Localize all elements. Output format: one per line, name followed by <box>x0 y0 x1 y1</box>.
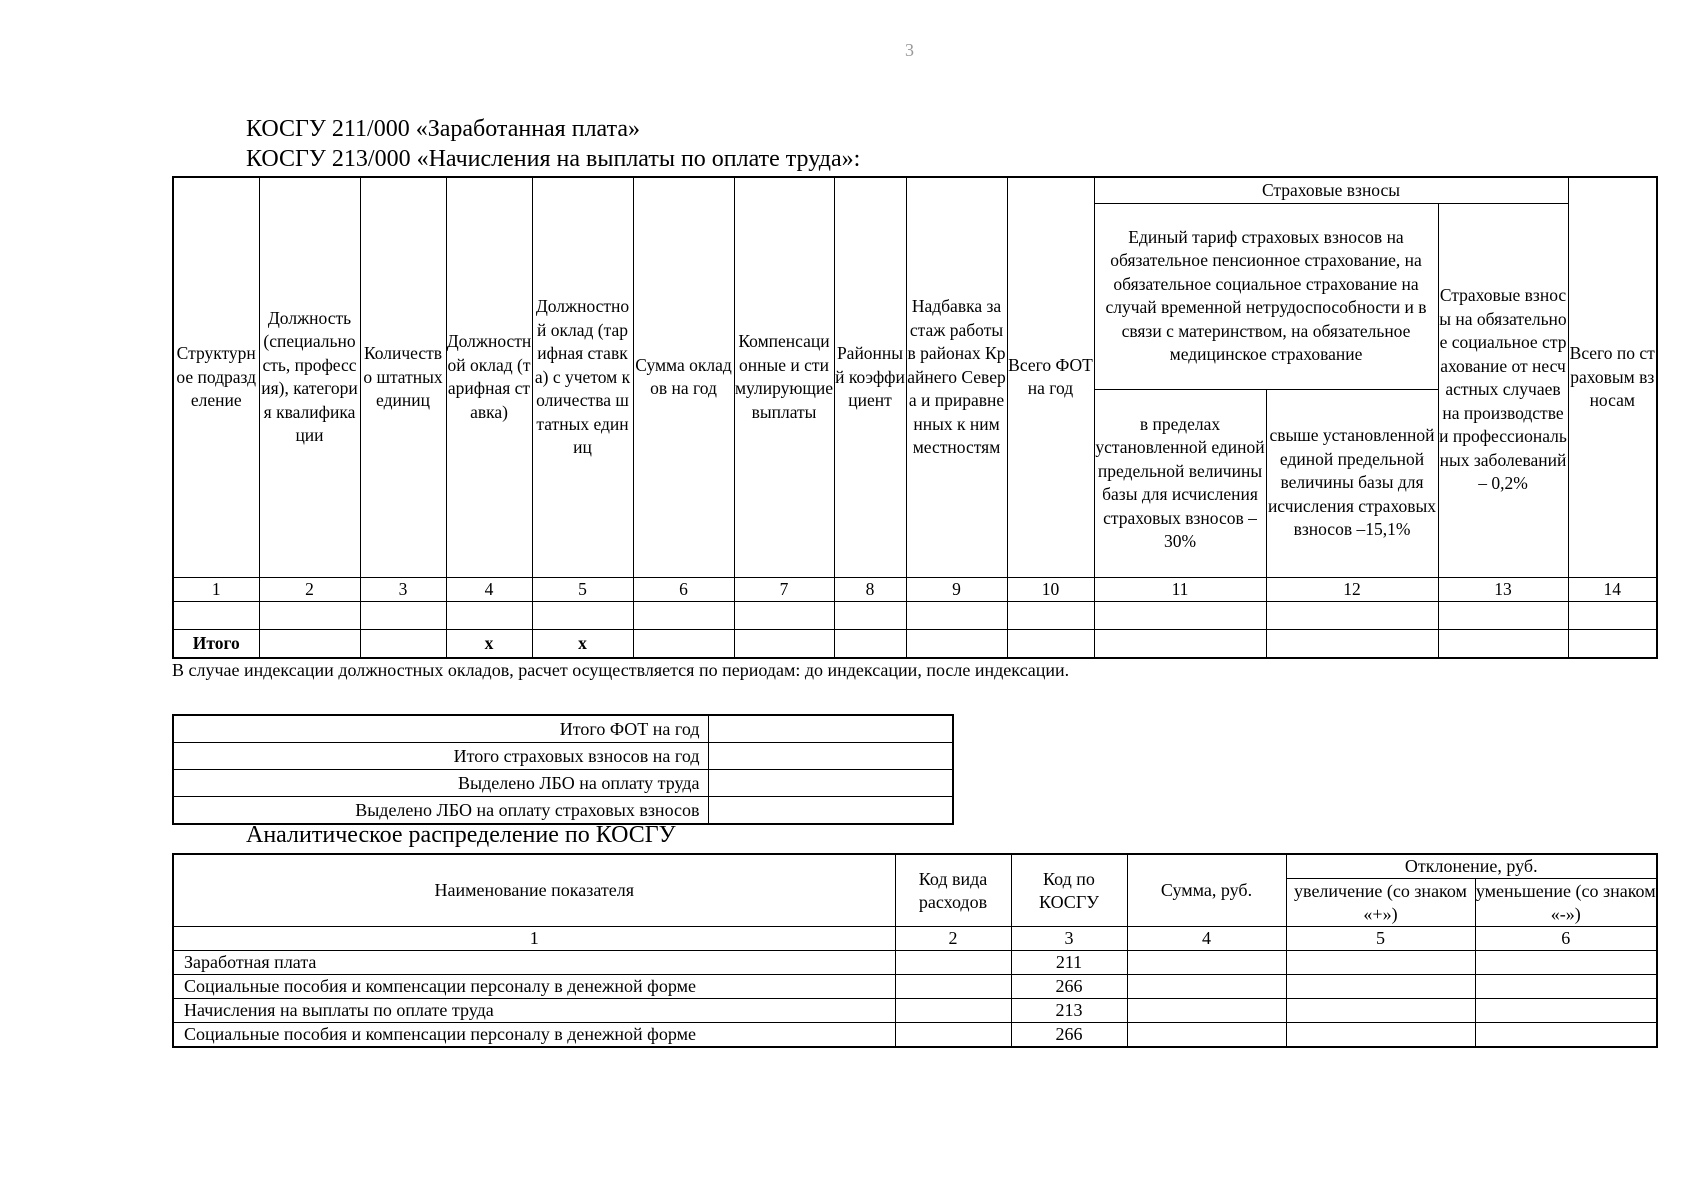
column-number: 3 <box>360 577 446 602</box>
kosgu-211-title: КОСГУ 211/000 «Заработанная плата» <box>246 116 641 142</box>
table-row <box>173 999 1657 1023</box>
header-position: Должность (специальность, профессия), категория квалификации <box>259 177 360 577</box>
header-salary-by-staff: Должностной оклад (тарифная ставка) с учетом количества штатных единиц <box>532 177 633 577</box>
column-number: 14 <box>1568 577 1657 602</box>
summary-row <box>173 743 953 770</box>
indicator-name: Начисления на выплаты по оплате труда <box>173 999 895 1023</box>
column-number-row <box>173 927 1657 951</box>
total-mark-salary-by-staff: х <box>532 630 633 659</box>
header-sum: Сумма, руб. <box>1127 854 1286 927</box>
column-number: 5 <box>1286 927 1475 951</box>
table-cell <box>1007 630 1094 659</box>
page-number: 3 <box>905 40 914 60</box>
header-total-insurance: Всего по страховым взносам <box>1568 177 1657 577</box>
table-cell <box>1127 1023 1286 1048</box>
column-number: 8 <box>834 577 906 602</box>
table-cell <box>1127 999 1286 1023</box>
header-above-limit: свыше установленной единой предельной величины базы для исчисления страховых взносов –15,1% <box>1266 389 1438 577</box>
column-number: 1 <box>173 927 895 951</box>
table-cell <box>1286 951 1475 975</box>
table-cell <box>1286 1023 1475 1048</box>
table-cell <box>259 602 360 630</box>
column-number-row <box>173 577 1657 602</box>
summary-value <box>708 797 953 825</box>
table-cell <box>1475 951 1657 975</box>
column-number: 12 <box>1266 577 1438 602</box>
summary-value <box>708 743 953 770</box>
table-cell <box>1286 975 1475 999</box>
column-number: 5 <box>532 577 633 602</box>
table-cell <box>1094 630 1266 659</box>
table-row <box>173 1023 1657 1048</box>
table-cell <box>1438 630 1568 659</box>
header-increase: увеличение (со знаком «+») <box>1286 879 1475 927</box>
header-annual-salary-sum: Сумма окладов на год <box>633 177 734 577</box>
summary-label: Итого страховых взносов на год <box>173 743 708 770</box>
header-north-allowance: Надбавка за стаж работы в районах Крайнего Севера и приравненных к ним местностям <box>906 177 1007 577</box>
column-number: 2 <box>895 927 1011 951</box>
column-number: 13 <box>1438 577 1568 602</box>
table-cell <box>1475 999 1657 1023</box>
header-salary: Должностной оклад (тарифная ставка) <box>446 177 532 577</box>
table-cell <box>633 630 734 659</box>
kosgu-table <box>172 853 1658 1048</box>
table-row <box>173 602 1657 630</box>
header-indicator-name: Наименование показателя <box>173 854 895 927</box>
table-cell <box>1266 602 1438 630</box>
table-cell <box>1568 602 1657 630</box>
table-cell <box>895 951 1011 975</box>
indicator-name: Социальные пособия и компенсации персоналу в денежной форме <box>173 1023 895 1048</box>
table-cell <box>532 602 633 630</box>
header-within-limit: в пределах установленной единой предельной величины базы для исчисления страховых взносов – 30% <box>1094 389 1266 577</box>
table-cell <box>360 630 446 659</box>
header-regional-coefficient: Районный коэффициент <box>834 177 906 577</box>
table-cell <box>895 1023 1011 1048</box>
table-cell <box>1475 1023 1657 1048</box>
summary-label: Выделено ЛБО на оплату страховых взносов <box>173 797 708 825</box>
table-cell <box>834 630 906 659</box>
table-cell <box>360 602 446 630</box>
table-cell <box>1475 975 1657 999</box>
kosgu-code: 266 <box>1011 975 1127 999</box>
table-cell <box>173 602 259 630</box>
table-row <box>173 975 1657 999</box>
table-cell <box>1266 630 1438 659</box>
indicator-name: Заработная плата <box>173 951 895 975</box>
header-unified-tariff: Единый тариф страховых взносов на обязательное пенсионное страхование, на обязательное социальное страхование на случай временной нетрудоспособности и в связи с материнством, на обязательное медицинское страхование <box>1094 203 1438 389</box>
header-expense-code: Код вида расходов <box>895 854 1011 927</box>
summary-row <box>173 797 953 825</box>
table-cell <box>906 602 1007 630</box>
column-number: 6 <box>633 577 734 602</box>
indexation-note: В случае индексации должностных окладов, расчет осуществляется по периодам: до индексации, после индексации. <box>172 660 1070 680</box>
table-cell <box>895 975 1011 999</box>
column-number: 4 <box>446 577 532 602</box>
table-row <box>173 951 1657 975</box>
column-number: 3 <box>1011 927 1127 951</box>
total-mark-salary: х <box>446 630 532 659</box>
table-cell <box>446 602 532 630</box>
column-number: 6 <box>1475 927 1657 951</box>
table-cell <box>633 602 734 630</box>
column-number: 4 <box>1127 927 1286 951</box>
table-cell <box>1127 975 1286 999</box>
summary-label: Выделено ЛБО на оплату труда <box>173 770 708 797</box>
analytic-title: Аналитическое распределение по КОСГУ <box>246 822 676 848</box>
kosgu-code: 211 <box>1011 951 1127 975</box>
header-accident-insurance: Страховые взносы на обязательное социальное страхование от несчастных случаев на производстве и профессиональных заболеваний – 0,2% <box>1438 203 1568 577</box>
header-kosgu-code: Код по КОСГУ <box>1011 854 1127 927</box>
summary-row <box>173 770 953 797</box>
header-total-payroll: Всего ФОТ на год <box>1007 177 1094 577</box>
summary-label: Итого ФОТ на год <box>173 715 708 743</box>
summary-value <box>708 770 953 797</box>
kosgu-213-title: КОСГУ 213/000 «Начисления на выплаты по оплате труда»: <box>246 146 861 172</box>
table-cell <box>734 602 834 630</box>
summary-value <box>708 715 953 743</box>
kosgu-code: 213 <box>1011 999 1127 1023</box>
table-cell <box>734 630 834 659</box>
table-cell <box>1127 951 1286 975</box>
header-insurance-group: Страховые взносы <box>1094 177 1568 203</box>
table-cell <box>895 999 1011 1023</box>
summary-row <box>173 715 953 743</box>
table-cell <box>1007 602 1094 630</box>
column-number: 9 <box>906 577 1007 602</box>
table-cell <box>259 630 360 659</box>
table-cell <box>1568 630 1657 659</box>
column-number: 1 <box>173 577 259 602</box>
summary-table <box>172 714 954 825</box>
column-number: 11 <box>1094 577 1266 602</box>
table-cell <box>1094 602 1266 630</box>
column-number: 2 <box>259 577 360 602</box>
header-deviation: Отклонение, руб. <box>1286 854 1657 879</box>
payroll-table <box>172 176 1658 659</box>
column-number: 10 <box>1007 577 1094 602</box>
kosgu-code: 266 <box>1011 1023 1127 1048</box>
header-compensation: Компенсационные и стимулирующие выплаты <box>734 177 834 577</box>
header-decrease: уменьшение (со знаком «-») <box>1475 879 1657 927</box>
table-cell <box>906 630 1007 659</box>
header-staff-count: Количество штатных единиц <box>360 177 446 577</box>
total-label: Итого <box>173 630 259 659</box>
column-number: 7 <box>734 577 834 602</box>
table-cell <box>1438 602 1568 630</box>
header-structural-unit: Структурное подразделение <box>173 177 259 577</box>
table-cell <box>1286 999 1475 1023</box>
total-row <box>173 630 1657 659</box>
table-cell <box>834 602 906 630</box>
indicator-name: Социальные пособия и компенсации персоналу в денежной форме <box>173 975 895 999</box>
